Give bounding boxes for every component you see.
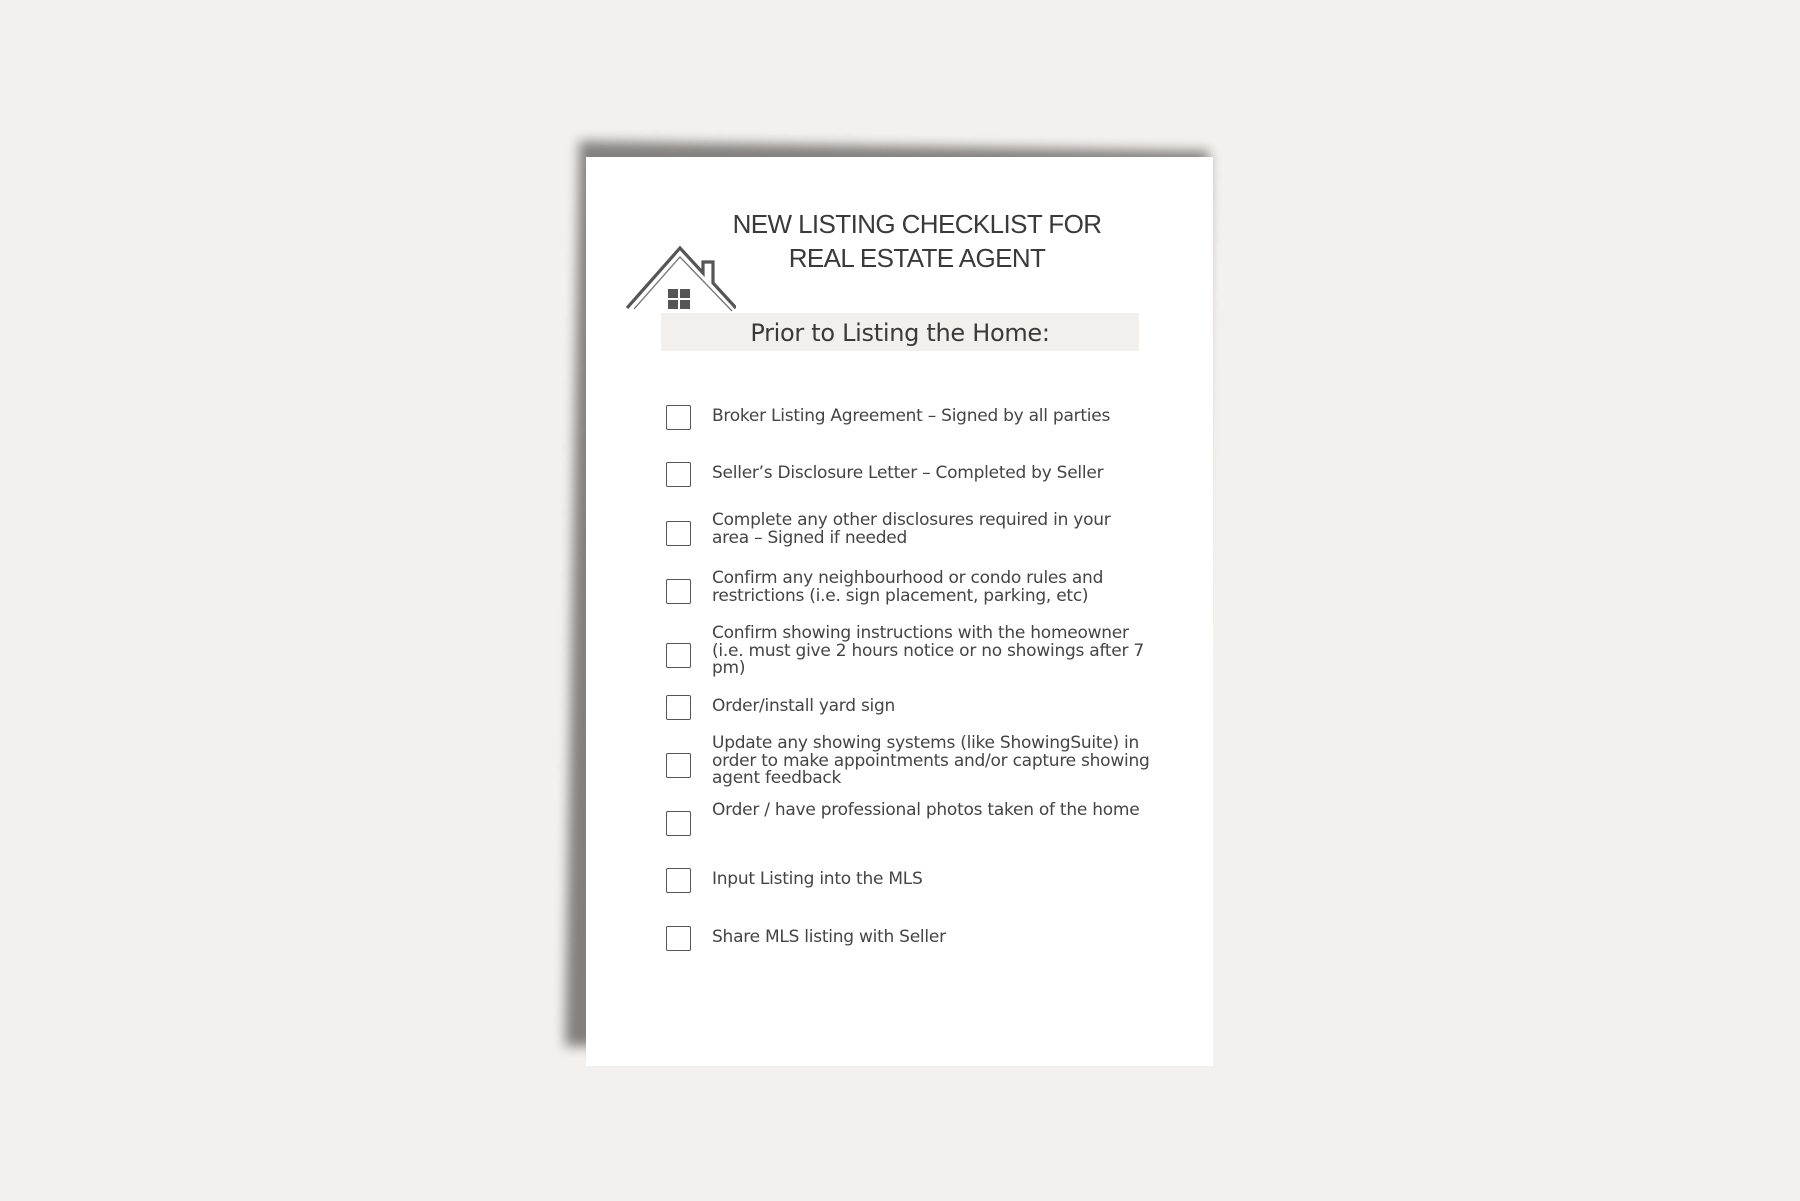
checklist-item-label: Update any showing systems (like ShowingSuite) in order to make appointments and/or capture showing agent feedback <box>712 733 1150 788</box>
checkbox[interactable] <box>666 579 691 604</box>
checklist-item-label: Confirm any neighbourhood or condo rules and restrictions (i.e. sign placement, parking, etc) <box>712 568 1104 606</box>
checklist-page <box>586 157 1213 1066</box>
checklist-item-label: Order/install yard sign <box>712 696 896 716</box>
checkbox[interactable] <box>666 405 691 430</box>
checkbox[interactable] <box>666 753 691 778</box>
title-line-1: NEW LISTING CHECKLIST FOR <box>732 209 1102 239</box>
checkbox[interactable] <box>666 695 691 720</box>
checkbox[interactable] <box>666 811 691 836</box>
checklist-item-label: Broker Listing Agreement – Signed by all parties <box>712 406 1111 426</box>
checkbox[interactable] <box>666 926 691 951</box>
checkbox[interactable] <box>666 643 691 668</box>
section-heading: Prior to Listing the Home: <box>661 313 1139 351</box>
house-icon <box>626 243 736 313</box>
checklist-item-label: Order / have professional photos taken of the home <box>712 800 1140 820</box>
checkbox[interactable] <box>666 462 691 487</box>
checklist-item-label: Input Listing into the MLS <box>712 869 923 889</box>
checklist-item-label: Share MLS listing with Seller <box>712 927 946 947</box>
checklist-item-label: Seller’s Disclosure Letter – Completed by Seller <box>712 463 1104 483</box>
checkbox[interactable] <box>666 521 691 546</box>
title-line-2: REAL ESTATE AGENT <box>788 243 1046 273</box>
checkbox[interactable] <box>666 868 691 893</box>
checklist-item-label: Complete any other disclosures required in your area – Signed if needed <box>712 510 1111 548</box>
checklist-item-label: Confirm showing instructions with the homeowner (i.e. must give 2 hours notice or no showings after 7 pm) <box>712 623 1144 678</box>
